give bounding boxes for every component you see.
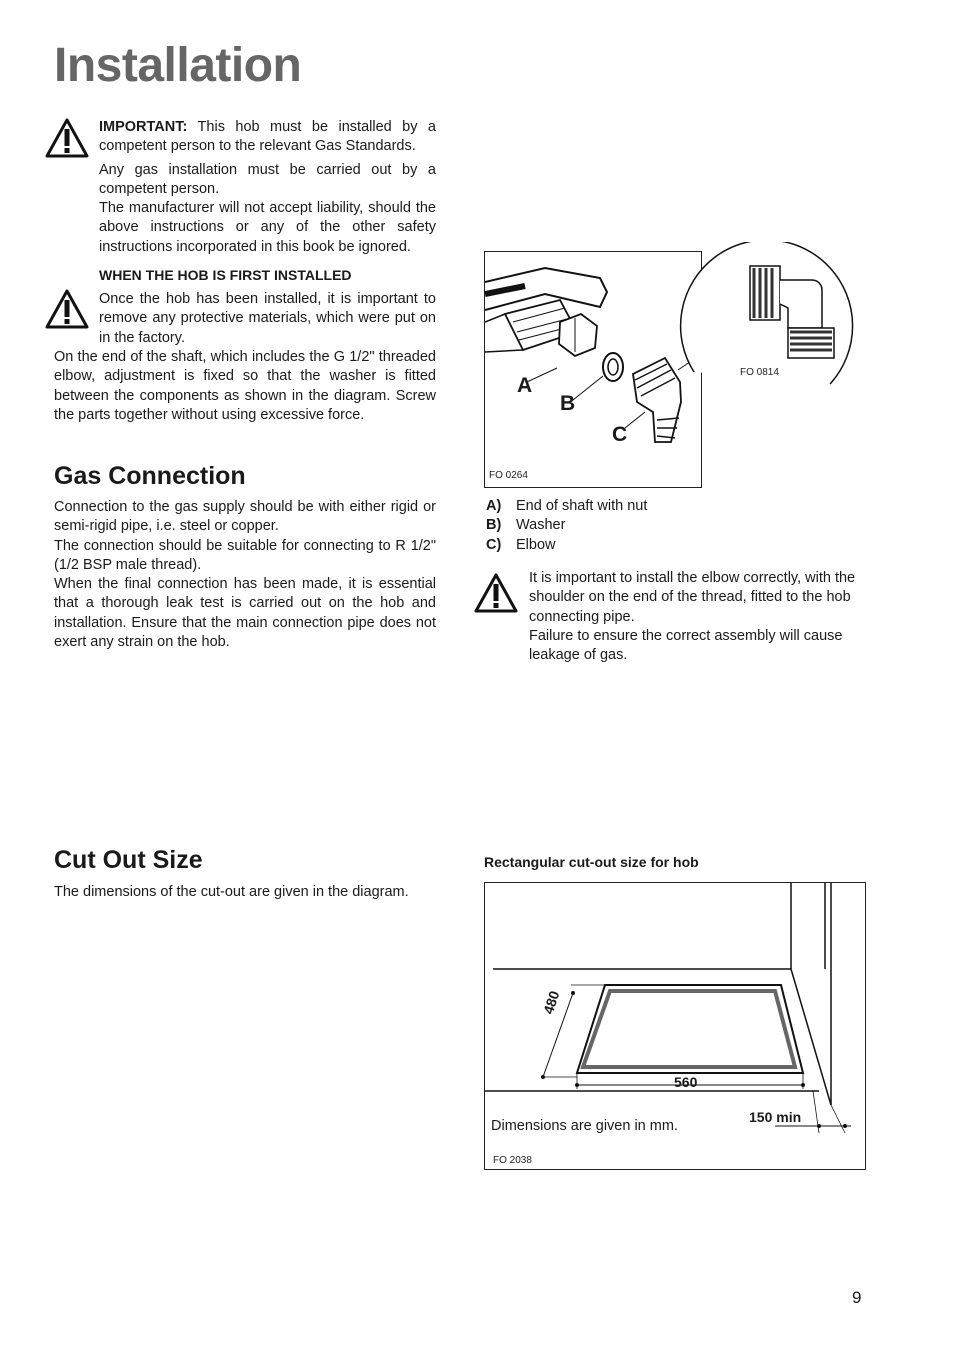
shaft-text: On the end of the shaft, which includes the G 1/2" threaded elbow, adjustment is fixed so that the washer is fitted between the components as shown in the diagram. Screw the parts together without using excessive force. [54, 349, 436, 423]
important-text: This hob must be installed by a competent person to the relevant Gas Standards. [99, 119, 436, 155]
diagram-legend [486, 497, 647, 555]
label-a: A [517, 374, 533, 397]
warning-triangle-icon [45, 118, 89, 158]
cut-out-heading: Cut Out Size [54, 846, 203, 874]
first-installed-heading: WHEN THE HOB IS FIRST INSTALLED [99, 267, 352, 283]
legend-item-c: C) Elbow [486, 536, 556, 553]
liability-text: The manufacturer will not accept liability, should the above instructions or any of the other safety instructions incorporated in this book be ignored. [99, 200, 436, 255]
elbow-warning-p1: It is important to install the elbow correctly, with the shoulder on the end of the thread, fitted to the hob connecting pipe. [529, 570, 856, 625]
warning-triangle-icon [45, 289, 89, 329]
warning-triangle-icon [474, 573, 518, 613]
dimension-560: 560 [674, 1074, 698, 1090]
cut-out-code: FO 2038 [493, 1155, 532, 1166]
cut-out-text: The dimensions of the cut-out are given in the diagram. [54, 884, 409, 900]
connection-diagram [484, 251, 702, 488]
detail-code: FO 0814 [740, 367, 779, 378]
gas-connection-p3: When the final connection has been made, it is essential that a thorough leak test is carried out on the hob and installation. Ensure that the main connection pipe does not exert any strain on the hob. [54, 576, 436, 651]
page-number: 9 [852, 1288, 862, 1307]
first-installed-text: Once the hob has been installed, it is important to remove any protective materials, which were put on in the factory. [99, 291, 436, 346]
cut-out-caption: Rectangular cut-out size for hob [484, 854, 699, 870]
diagram-code: FO 0264 [489, 470, 528, 481]
gas-connection-p1: Connection to the gas supply should be with either rigid or semi-rigid pipe, i.e. steel or copper. [54, 499, 436, 535]
important-notice [99, 118, 436, 257]
dimensions-note: Dimensions are given in mm. [491, 1118, 678, 1134]
label-b: B [560, 392, 576, 415]
label-c: C [612, 423, 628, 446]
gas-connection-p2: The connection should be suitable for connecting to R 1/2" (1/2 BSP male thread). [54, 537, 436, 573]
dimension-480: 480 [540, 988, 563, 1016]
page-title: Installation [54, 39, 302, 92]
gas-installation-text: Any gas installation must be carried out by a competent person. [99, 161, 436, 197]
dimension-150-min: 150 min [749, 1109, 802, 1125]
legend-item-b: B) Washer [486, 517, 566, 534]
cut-out-diagram [484, 882, 866, 1170]
elbow-warning-p2: Failure to ensure the correct assembly will cause leakage of gas. [529, 627, 843, 664]
gas-connection-heading: Gas Connection [54, 462, 246, 490]
elbow-warning [529, 569, 866, 665]
legend-item-a: A) End of shaft with nut [486, 498, 648, 514]
gas-connection-body [54, 498, 436, 652]
connection-drawing [485, 252, 700, 486]
important-label: IMPORTANT: [99, 119, 188, 135]
